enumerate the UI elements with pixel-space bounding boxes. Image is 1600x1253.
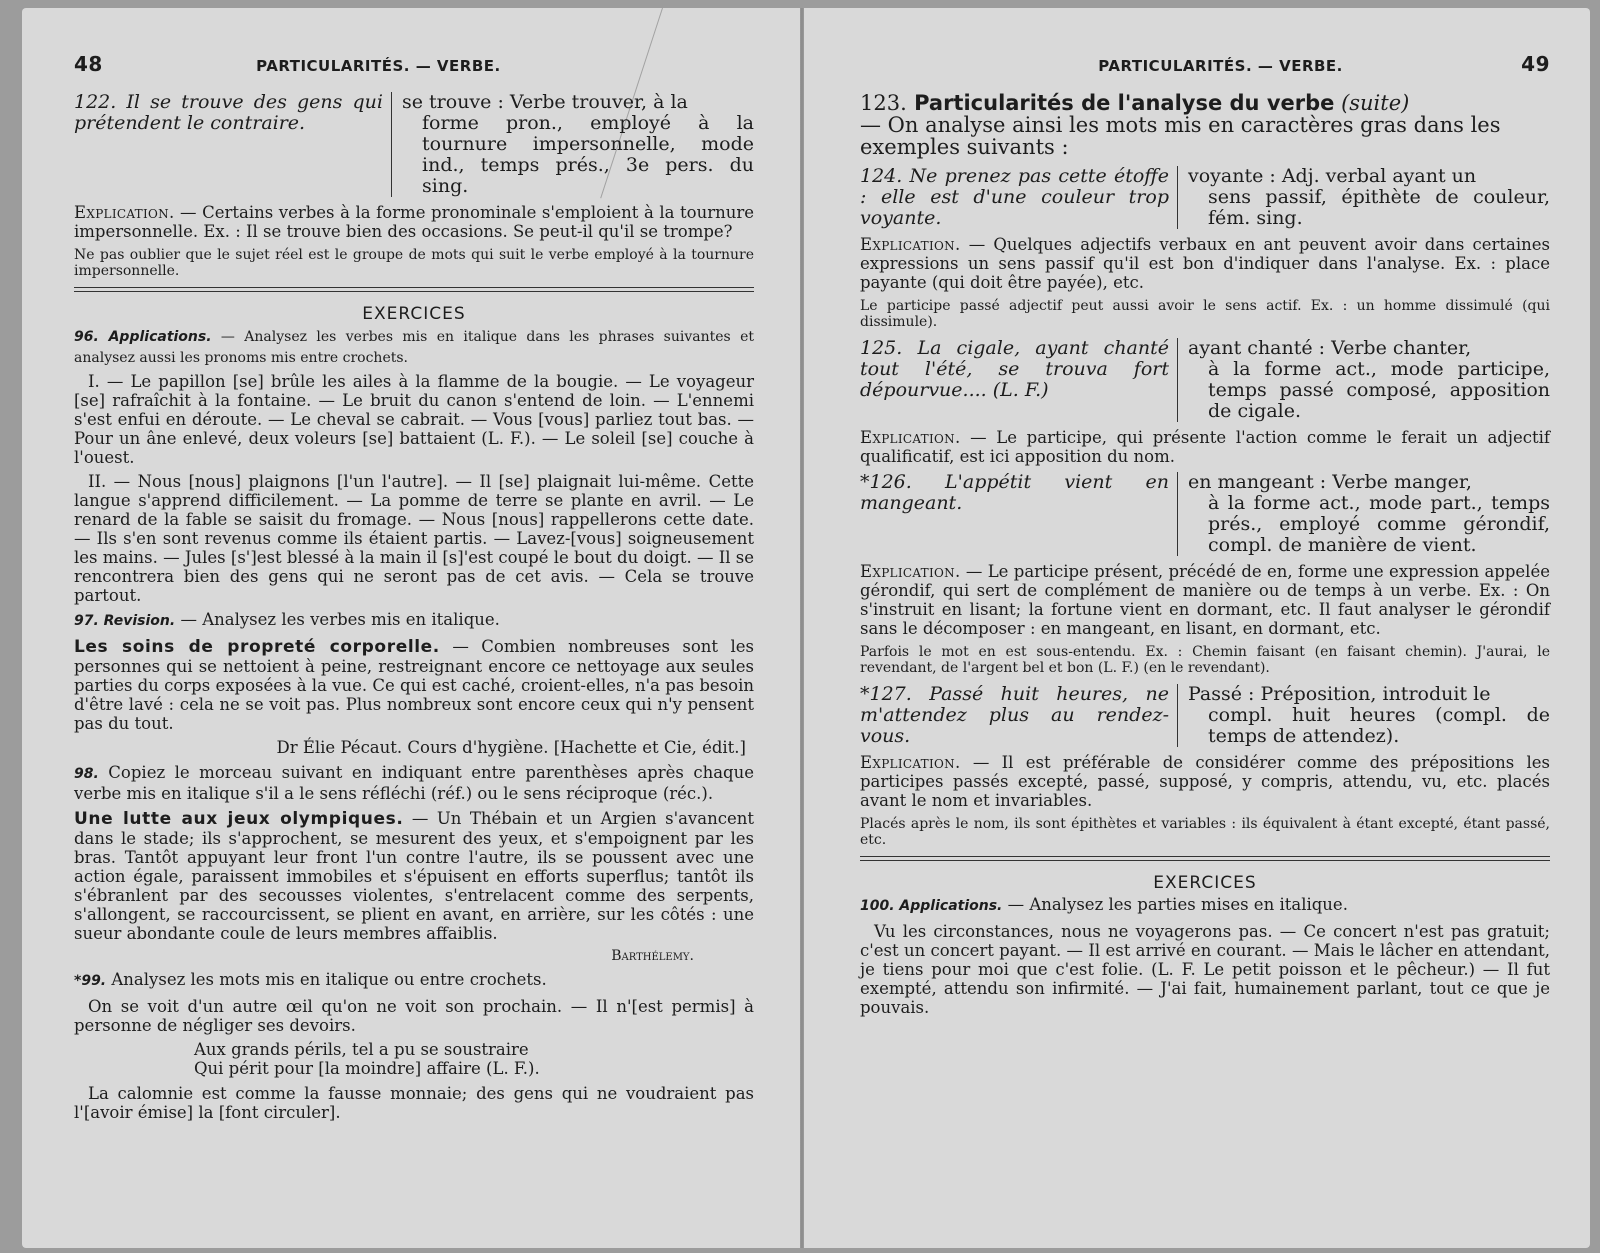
exercise-97-reference: Dr Élie Pécaut. Cours d'hygiène. [Hachette et Cie, édit.] (276, 738, 746, 757)
explication-127 (860, 753, 1550, 810)
note-126: Parfois le mot en est sous-entendu. Ex. : Chemin faisant (en faisant chemin). J'aurai, le revendant, de l'argent bel et bon (L. F.) (en le revendant). (860, 644, 1550, 676)
exercise-100-text: Vu les circonstances, nous ne voyagerons pas. — Ce concert n'est pas gratuit; c'est un concert payant. — Il est arrivé en courant. — Mais le lâcher en attendant, je tiens pour moi que c'est folie. (L. F. Le petit poisson et le pêcheur.) — Il fut exempté, attendu son infirmité. — J'ai fait, humainement parlant, tout ce que je pouvais. (860, 922, 1550, 1017)
analysis-lead: ayant chanté : Verbe chanter, (1188, 337, 1472, 359)
page-number: 49 (1521, 52, 1550, 76)
explication-label: Explication. (860, 562, 961, 581)
explication-122 (74, 203, 754, 241)
example-125 (860, 338, 1550, 422)
section-rule (74, 287, 754, 292)
exercise-98-title: Une lutte aux jeux olympiques. (74, 809, 404, 829)
analysis-lead: en mangeant : Verbe manger, (1188, 471, 1472, 493)
note-127: Placés après le nom, ils sont épithètes et variables : ils équivalent à étant excepté, étant passé, etc. (860, 816, 1550, 848)
example-127-analysis (1178, 684, 1550, 747)
exercise-100-instr: — Analysez les parties mises en italique. (1002, 895, 1348, 914)
page-number: 48 (74, 52, 103, 76)
running-head: PARTICULARITÉS. — VERBE. (256, 57, 501, 75)
example-122-sentence: 122. Il se trouve des gens qui prétendent le contraire. (74, 92, 392, 197)
exercise-99-part1: On se voit d'un autre œil qu'on ne voit son prochain. — Il n'[est permis] à personne de négliger ses devoirs. (74, 997, 754, 1035)
exercise-96-instr: — Analysez les verbes mis en italique dans les phrases suivantes et analysez aussi les pronoms mis entre crochets. (74, 329, 755, 366)
explication-label: Explication. (860, 428, 961, 447)
exercise-98-text (74, 809, 754, 943)
exercise-97-instr: — Analysez les verbes mis en italique. (175, 610, 500, 629)
analysis-rest: compl. huit heures (compl. de temps de attendez). (1208, 704, 1550, 747)
right-column (860, 52, 1550, 1022)
analysis-lead: Passé : Préposition, introduit le (1188, 683, 1491, 705)
analysis-rest: sens passif, épithète de couleur, fém. sing. (1208, 186, 1550, 229)
example-122-analysis (392, 92, 754, 197)
exercise-97-number: 97. Revision. (74, 613, 176, 629)
analysis-rest: à la forme act., mode participe, temps passé composé, apposition de cigale. (1208, 358, 1550, 422)
section-123-text: — On analyse ainsi les mots mis en caractères gras dans les exemples suivants : (860, 113, 1501, 159)
example-122 (74, 92, 754, 197)
explication-124 (860, 235, 1550, 292)
explication-text: — Le participe présent, précédé de en, forme une expression appelée gérondif, qui sert de complément de manière ou de temps à un verbe. Ex. : On s'instruit en lisant; la fortune vient en dormant, etc. Il faut analyser le gérondif sans le décomposer : en mangeant, en lisant, en dormant, etc. (860, 562, 1550, 638)
example-125-sentence: 125. La cigale, ayant chanté tout l'été, se trouva fort dépourvue.... (L. F.) (860, 338, 1178, 422)
exercise-96-instructions (74, 326, 754, 366)
section-123-suite: (suite) (1334, 91, 1410, 115)
exercise-99-part2: La calomnie est comme la fausse monnaie; des gens qui ne voudraient pas l'[avoir émise] la [font circuler]. (74, 1084, 754, 1122)
exercise-97-title: Les soins de propreté corporelle. (74, 637, 440, 657)
example-127 (860, 684, 1550, 747)
example-124-sentence: 124. Ne prenez pas cette étoffe : elle est d'une couleur trop voyante. (860, 166, 1178, 229)
analysis-lead: voyante : Adj. verbal ayant un (1188, 165, 1477, 187)
explication-label: Explication. (74, 203, 175, 222)
exercise-97-instructions (74, 610, 754, 631)
left-page (22, 8, 800, 1248)
example-126-analysis (1178, 472, 1550, 556)
exercise-97-body: — Combien nombreuses sont les personnes qui se nettoient à peine, restreignant encore ce nettoyage aux seules parties du corps exposées à la vue. Ce qui est caché, croient-elles, n'a pas besoin d'être lavé : cela ne se voit pas. Plus nombreux sont encore ceux qui n'y pensent pas du tout. (74, 637, 755, 733)
example-126 (860, 472, 1550, 556)
section-123-heading (860, 92, 1550, 158)
exercices-heading: EXERCICES (1153, 873, 1257, 893)
exercise-97-text (74, 637, 754, 733)
exercise-98-body: — Un Thébain et un Argien s'avancent dans le stade; ils s'approchent, se mesurent des yeux, et s'empoignent par les bras. Tantôt appuyant leur front l'un contre l'autre, ils se poussent avec une action égale, paraissent immobiles et s'épuisent en efforts superflus; tantôt ils s'ébranlent par des secousses violentes, s'entrelacent comme des serpents, s'allongent, se raccourcissent, se plient en avant, en arrière, sur les côtés : une sueur abondante coule de leurs membres affaiblis. (74, 809, 754, 943)
exercise-98-instructions (74, 763, 754, 803)
exercise-98-instr: Copiez le morceau suivant en indiquant entre parenthèses après chaque verbe mis en italique s'il a le sens réfléchi (réf.) ou le sens réciproque (réc.). (74, 763, 754, 803)
right-page-header (860, 52, 1550, 92)
analysis-rest: forme pron., employé à la tournure impersonnelle, mode ind., temps prés., 3e pers. du sing. (422, 112, 754, 197)
exercise-96-number: 96. Applications. (74, 329, 212, 345)
verse-line-1: Aux grands périls, tel a pu se soustraire (194, 1040, 529, 1059)
explication-126 (860, 562, 1550, 638)
left-column (74, 52, 754, 1127)
right-page (804, 8, 1590, 1248)
running-head: PARTICULARITÉS. — VERBE. (1098, 57, 1343, 75)
example-127-sentence: *127. Passé huit heures, ne m'attendez plus au rendez-vous. (860, 684, 1178, 747)
exercise-98-signature: Barthélemy. (611, 948, 694, 964)
section-rule (860, 856, 1550, 861)
example-125-analysis (1178, 338, 1550, 422)
exercise-99-instructions (74, 970, 754, 991)
left-page-header (74, 52, 754, 92)
explication-text: — Quelques adjectifs verbaux en ant peuvent avoir dans certaines expressions un sens passif qu'il est bon d'indiquer dans l'analyse. Ex. : place payante (qui doit être payée), etc. (860, 235, 1550, 292)
explication-text: — Il est préférable de considérer comme des prépositions les participes passés excepté, passé, supposé, y compris, attendu, vu, etc. placés avant le nom et invariables. (860, 753, 1550, 810)
explication-label: Explication. (860, 235, 961, 254)
note-122: Ne pas oublier que le sujet réel est le groupe de mots qui suit le verbe employé à la tournure impersonnelle. (74, 247, 754, 279)
section-123-title: Particularités de l'analyse du verbe (906, 91, 1335, 115)
example-124-analysis (1178, 166, 1550, 229)
verse-line-2: Qui périt pour [la moindre] affaire (L. F.). (194, 1059, 540, 1078)
analysis-lead: se trouve : Verbe trouver, à la (402, 91, 688, 113)
exercise-98-number: 98. (74, 766, 99, 782)
exercise-99-verse (74, 1040, 754, 1078)
exercise-99-instr: Analysez les mots mis en italique ou entre crochets. (106, 970, 547, 989)
exercise-96-part2: II. — Nous [nous] plaignons [l'un l'autre]. — Il [se] plaignait lui-même. Cette langue s'apprend difficilement. — La pomme de terre se plante en avril. — Le renard de la fable se saisit du fromage. — Nous [nous] rappellerons cette date. — Ils s'en sont revenus comme ils étaient partis. — Lavez-[vous] soigneusement les mains. — Jules [s']est blessé à la main il [s]'est coupé le bout du doigt. — Il se rencontrera bien des gens qui ne seront pas de cet avis. — Cela se trouve partout. (74, 472, 754, 605)
explication-label: Explication. (860, 753, 961, 772)
exercise-96-part1: I. — Le papillon [se] brûle les ailes à la flamme de la bougie. — Le voyageur [se] rafraîchit à la fontaine. — Le bruit du canon s'entend de loin. — L'ennemi s'est enfui en déroute. — Le cheval se cabrait. — Vous [vous] parliez tout bas. — Pour un âne enlevé, deux voleurs [se] battaient (L. F.). — Le soleil [se] couche à l'ouest. (74, 372, 754, 467)
exercices-heading: EXERCICES (362, 304, 466, 324)
example-124 (860, 166, 1550, 229)
section-123-number: 123. (860, 91, 907, 115)
exercise-100-instructions (860, 895, 1550, 916)
explication-125 (860, 428, 1550, 466)
analysis-rest: à la forme act., mode part., temps prés., employé comme gérondif, compl. de manière de vient. (1208, 492, 1550, 556)
explication-text: — Certains verbes à la forme pronominale s'emploient à la tournure impersonnelle. Ex. : Il se trouve bien des occasions. Se peut-il qu'il se trompe? (74, 203, 754, 241)
exercise-99-number: *99. (74, 973, 107, 989)
note-124: Le participe passé adjectif peut aussi avoir le sens actif. Ex. : un homme dissimulé (qui dissimule). (860, 298, 1550, 330)
example-126-sentence: *126. L'appétit vient en mangeant. (860, 472, 1178, 556)
exercise-100-number: 100. Applications. (860, 898, 1003, 914)
explication-text: — Le participe, qui présente l'action comme le ferait un adjectif qualificatif, est ici apposition du nom. (860, 428, 1550, 466)
